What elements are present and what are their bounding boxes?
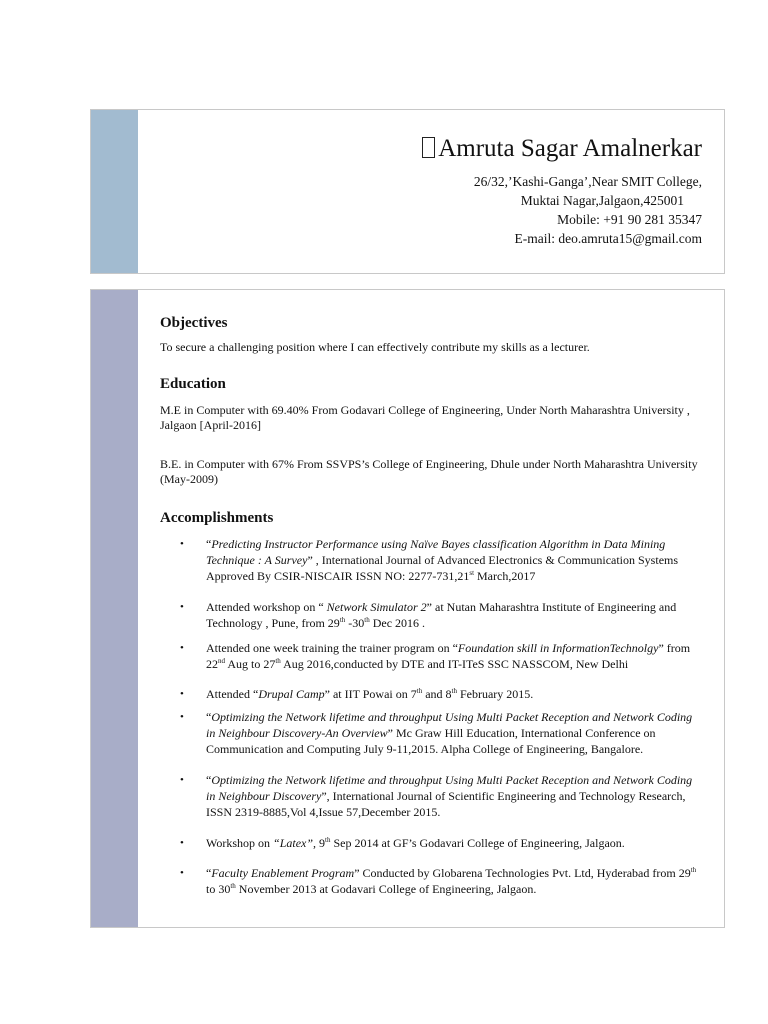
- text-fragment: Aug 2016,conducted by DTE and IT-ITeS SSC NASSCOM, New Delhi: [280, 657, 629, 671]
- list-item: [160, 835, 704, 851]
- list-item: [160, 599, 704, 631]
- bullet-icon: •: [180, 642, 184, 654]
- list-item: [160, 709, 704, 757]
- text-fragment: Workshop on: [206, 836, 274, 850]
- text-fragment: Sep 2014 at GF’s Godavari College of Engineering, Jalgaon.: [330, 836, 625, 850]
- bullet-icon: •: [180, 774, 184, 786]
- address-line-1: 26/32,’Kashi-Ganga’,Near SMIT College,: [473, 174, 702, 189]
- contact-block: [422, 134, 702, 248]
- superscript: th: [325, 836, 331, 844]
- event-title: Faculty Enablement Program: [211, 866, 355, 880]
- education-heading: Education: [160, 376, 226, 392]
- candidate-name-text: Amruta Sagar Amalnerkar: [438, 135, 702, 162]
- objectives-text: To secure a challenging position where I can effectively contribute my skills as a lecturer.: [160, 340, 590, 354]
- candidate-name: [422, 134, 702, 164]
- text-fragment: February 2015.: [456, 687, 534, 701]
- superscript: th: [416, 687, 423, 695]
- list-item: [160, 772, 704, 820]
- objectives-heading: Objectives: [160, 315, 228, 331]
- list-item: [160, 536, 704, 584]
- text-fragment: Dec 2016 .: [369, 616, 426, 630]
- text-fragment: Attended “: [206, 687, 259, 701]
- superscript: th: [451, 687, 457, 695]
- bullet-icon: •: [180, 688, 184, 700]
- superscript: th: [230, 882, 236, 890]
- header-sidebar-band: [91, 110, 138, 273]
- superscript: th: [690, 866, 697, 874]
- text-fragment: ”, International Journal of Scientific Engineering and Technology Research, ISSN 2319-8885,Vol 4,Issue 57,December 2015.: [206, 789, 686, 819]
- placeholder-glyph-icon: [422, 137, 435, 158]
- bullet-icon: •: [180, 867, 184, 879]
- text-fragment: “: [206, 866, 212, 880]
- text-fragment: Aug to 27: [225, 657, 276, 671]
- superscript: th: [339, 616, 346, 624]
- bullet-icon: •: [180, 837, 184, 849]
- superscript: nd: [218, 657, 225, 665]
- bullet-icon: •: [180, 601, 184, 613]
- paper-title: Optimizing the Network lifetime and throughput Using Multi Packet Reception and Network Coding in Neighbour Discovery: [206, 773, 693, 803]
- accomplishments-heading: Accomplishments: [160, 510, 274, 526]
- email-address: E-mail: deo.amruta15@gmail.com: [514, 231, 702, 246]
- list-item: [160, 865, 704, 897]
- body-box: [90, 289, 725, 928]
- text-fragment: ” from 22: [206, 641, 691, 671]
- superscript: th: [275, 657, 281, 665]
- text-fragment: Attended one week training the trainer program on “: [206, 641, 458, 655]
- text-fragment: 9: [316, 836, 326, 850]
- superscript: th: [364, 616, 370, 624]
- list-item: [160, 640, 704, 672]
- body-sidebar-band: [91, 290, 138, 927]
- bullet-icon: •: [180, 538, 184, 550]
- text-fragment: -30: [345, 616, 365, 630]
- text-fragment: ” Mc Graw Hill Education, International Conference on Communication and Computing July 9-11,2015. Alpha College of Engineering, Bangalore.: [206, 726, 656, 756]
- bullet-icon: •: [180, 711, 184, 723]
- text-fragment: March,2017: [474, 569, 536, 583]
- text-fragment: ” , International Journal of Advanced Electronics & Communication Systems Approved By CSIR-NISCAIR ISSN NO: 2277-731,21: [206, 553, 679, 583]
- event-title: Foundation skill in InformationTechnolgy: [457, 641, 659, 655]
- text-fragment: ” Conducted by Globarena Technologies Pvt. Ltd, Hyderabad from 29: [354, 866, 691, 880]
- paper-title: Predicting Instructor Performance using Naïve Bayes classification Algorithm in Data Mining Technique : A Survey: [206, 537, 666, 567]
- text-fragment: to 30: [206, 882, 231, 896]
- event-title: Drupal Camp: [258, 687, 325, 701]
- superscript: st: [469, 569, 475, 577]
- mobile-number: Mobile: +91 90 281 35347: [557, 212, 702, 227]
- event-title: “Latex”,: [273, 836, 317, 850]
- education-item-be: B.E. in Computer with 67% From SSVPS’s College of Engineering, Dhule under North Maharashtra University (May-2009): [160, 457, 698, 486]
- accomplishments-list: [160, 536, 704, 897]
- list-item: [160, 686, 704, 702]
- education-item-me: M.E in Computer with 69.40% From Godavari College of Engineering, Under North Maharashtra University , Jalgaon [April-2016]: [160, 403, 690, 432]
- event-title: Network Simulator 2: [326, 600, 427, 614]
- text-fragment: and 8: [422, 687, 452, 701]
- resume-content: [160, 314, 704, 897]
- text-fragment: “: [206, 710, 212, 724]
- address-line-2: Muktai Nagar,Jalgaon,425001: [520, 193, 684, 208]
- text-fragment: November 2013 at Godavari College of Engineering, Jalgaon.: [235, 882, 537, 896]
- text-fragment: “: [206, 537, 212, 551]
- text-fragment: Attended workshop on “: [206, 600, 327, 614]
- paper-title: Optimizing the Network lifetime and throughput Using Multi Packet Reception and Network Coding in Neighbour Discovery-An Overview: [206, 710, 693, 740]
- text-fragment: ” at IIT Powai on 7: [324, 687, 417, 701]
- text-fragment: ” at Nutan Maharashtra Institute of Engineering and Technology , Pune, from 29: [206, 600, 677, 630]
- text-fragment: “: [206, 773, 212, 787]
- header-box: [90, 109, 725, 274]
